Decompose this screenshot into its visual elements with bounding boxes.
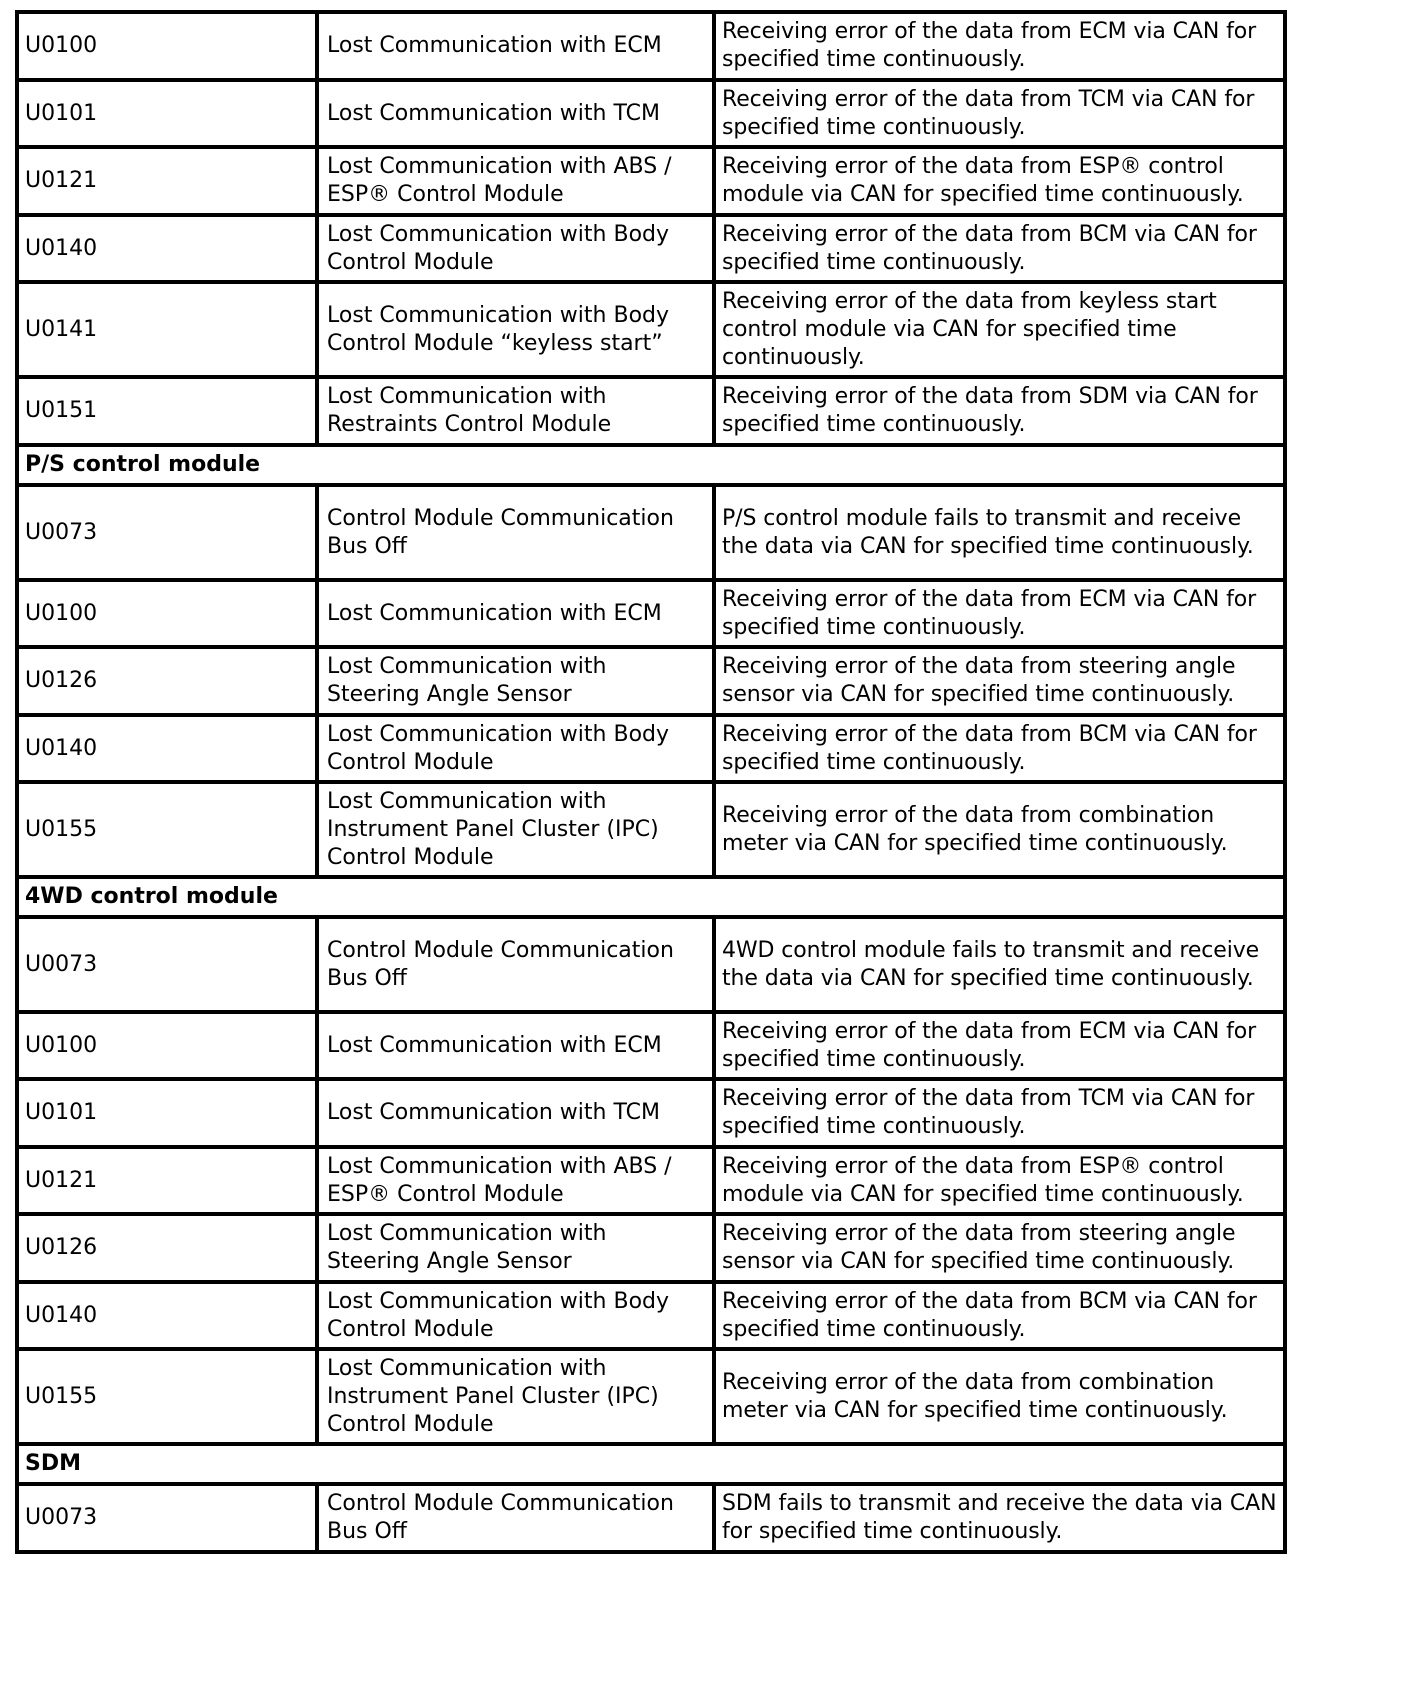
section-title: P/S control module bbox=[17, 445, 1285, 485]
dtc-row bbox=[17, 917, 1285, 1012]
dtc-detecting-condition: Receiving error of the data from ECM via CAN for specified time continuously. bbox=[714, 1012, 1285, 1079]
dtc-detecting-condition: Receiving error of the data from SDM via CAN for specified time continuously. bbox=[714, 377, 1285, 445]
section-header-row bbox=[17, 877, 1285, 917]
dtc-code: U0140 bbox=[17, 215, 317, 282]
dtc-row bbox=[17, 1214, 1285, 1282]
dtc-detecting-item: Lost Communication with Body Control Module bbox=[317, 215, 714, 282]
section-title: SDM bbox=[17, 1444, 1285, 1484]
dtc-detecting-item: Lost Communication with ECM bbox=[317, 12, 714, 80]
dtc-detecting-item: Lost Communication with Instrument Panel Cluster (IPC) Control Module bbox=[317, 782, 714, 877]
dtc-detecting-item: Lost Communication with ECM bbox=[317, 1012, 714, 1079]
dtc-detecting-condition: Receiving error of the data from TCM via CAN for specified time continuously. bbox=[714, 1079, 1285, 1147]
dtc-code: U0100 bbox=[17, 12, 317, 80]
dtc-code: U0126 bbox=[17, 647, 317, 715]
dtc-row bbox=[17, 1012, 1285, 1079]
dtc-detecting-condition: Receiving error of the data from BCM via CAN for specified time continuously. bbox=[714, 215, 1285, 282]
dtc-detecting-item: Control Module Communication Bus Off bbox=[317, 485, 714, 580]
dtc-row bbox=[17, 1484, 1285, 1552]
dtc-detecting-item: Lost Communication with ABS / ESP® Control Module bbox=[317, 1147, 714, 1214]
dtc-detecting-item: Lost Communication with TCM bbox=[317, 80, 714, 147]
dtc-code: U0100 bbox=[17, 1012, 317, 1079]
dtc-detecting-condition: Receiving error of the data from steering angle sensor via CAN for specified time continuously. bbox=[714, 647, 1285, 715]
dtc-row bbox=[17, 1282, 1285, 1349]
dtc-detecting-condition: Receiving error of the data from BCM via CAN for specified time continuously. bbox=[714, 715, 1285, 782]
section-title: 4WD control module bbox=[17, 877, 1285, 917]
dtc-table-body bbox=[17, 12, 1285, 1552]
dtc-detecting-item: Lost Communication with Instrument Panel Cluster (IPC) Control Module bbox=[317, 1349, 714, 1444]
dtc-code: U0140 bbox=[17, 1282, 317, 1349]
dtc-detecting-item: Lost Communication with TCM bbox=[317, 1079, 714, 1147]
dtc-detecting-condition: Receiving error of the data from BCM via CAN for specified time continuously. bbox=[714, 1282, 1285, 1349]
dtc-code: U0121 bbox=[17, 1147, 317, 1214]
dtc-code: U0155 bbox=[17, 782, 317, 877]
dtc-row bbox=[17, 647, 1285, 715]
dtc-code: U0141 bbox=[17, 282, 317, 377]
dtc-code: U0155 bbox=[17, 1349, 317, 1444]
dtc-code: U0126 bbox=[17, 1214, 317, 1282]
dtc-row bbox=[17, 1349, 1285, 1444]
dtc-detecting-condition: 4WD control module fails to transmit and receive the data via CAN for specified time continuously. bbox=[714, 917, 1285, 1012]
dtc-detecting-condition: Receiving error of the data from steering angle sensor via CAN for specified time continuously. bbox=[714, 1214, 1285, 1282]
section-header-row bbox=[17, 1444, 1285, 1484]
dtc-row bbox=[17, 1079, 1285, 1147]
dtc-detecting-condition: Receiving error of the data from ESP® control module via CAN for specified time continuously. bbox=[714, 1147, 1285, 1214]
dtc-row bbox=[17, 215, 1285, 282]
dtc-table bbox=[15, 10, 1287, 1554]
dtc-code: U0101 bbox=[17, 80, 317, 147]
dtc-row bbox=[17, 580, 1285, 647]
dtc-detecting-item: Lost Communication with ECM bbox=[317, 580, 714, 647]
dtc-code: U0140 bbox=[17, 715, 317, 782]
dtc-detecting-condition: P/S control module fails to transmit and receive the data via CAN for specified time continuously. bbox=[714, 485, 1285, 580]
dtc-detecting-condition: Receiving error of the data from TCM via CAN for specified time continuously. bbox=[714, 80, 1285, 147]
dtc-code: U0100 bbox=[17, 580, 317, 647]
dtc-row bbox=[17, 282, 1285, 377]
dtc-code: U0151 bbox=[17, 377, 317, 445]
dtc-detecting-condition: Receiving error of the data from ECM via CAN for specified time continuously. bbox=[714, 12, 1285, 80]
dtc-detecting-condition: Receiving error of the data from combination meter via CAN for specified time continuously. bbox=[714, 782, 1285, 877]
dtc-detecting-item: Lost Communication with Body Control Module bbox=[317, 1282, 714, 1349]
dtc-detecting-condition: Receiving error of the data from ESP® control module via CAN for specified time continuously. bbox=[714, 147, 1285, 215]
dtc-detecting-condition: SDM fails to transmit and receive the data via CAN for specified time continuously. bbox=[714, 1484, 1285, 1552]
dtc-code: U0073 bbox=[17, 1484, 317, 1552]
dtc-row bbox=[17, 782, 1285, 877]
dtc-row bbox=[17, 147, 1285, 215]
section-header-row bbox=[17, 445, 1285, 485]
dtc-detecting-item: Lost Communication with Steering Angle Sensor bbox=[317, 647, 714, 715]
dtc-code: U0121 bbox=[17, 147, 317, 215]
dtc-row bbox=[17, 377, 1285, 445]
dtc-code: U0101 bbox=[17, 1079, 317, 1147]
dtc-detecting-item: Control Module Communication Bus Off bbox=[317, 917, 714, 1012]
dtc-detecting-item: Lost Communication with Restraints Control Module bbox=[317, 377, 714, 445]
dtc-detecting-item: Lost Communication with Body Control Module bbox=[317, 715, 714, 782]
dtc-row bbox=[17, 12, 1285, 80]
dtc-detecting-item: Lost Communication with Body Control Module “keyless start” bbox=[317, 282, 714, 377]
dtc-code: U0073 bbox=[17, 485, 317, 580]
dtc-detecting-condition: Receiving error of the data from ECM via CAN for specified time continuously. bbox=[714, 580, 1285, 647]
dtc-detecting-item: Lost Communication with Steering Angle Sensor bbox=[317, 1214, 714, 1282]
dtc-detecting-condition: Receiving error of the data from combination meter via CAN for specified time continuously. bbox=[714, 1349, 1285, 1444]
dtc-row bbox=[17, 1147, 1285, 1214]
dtc-code: U0073 bbox=[17, 917, 317, 1012]
dtc-row bbox=[17, 80, 1285, 147]
dtc-row bbox=[17, 485, 1285, 580]
dtc-detecting-item: Lost Communication with ABS / ESP® Control Module bbox=[317, 147, 714, 215]
dtc-row bbox=[17, 715, 1285, 782]
dtc-detecting-condition: Receiving error of the data from keyless start control module via CAN for specified time continuously. bbox=[714, 282, 1285, 377]
dtc-detecting-item: Control Module Communication Bus Off bbox=[317, 1484, 714, 1552]
